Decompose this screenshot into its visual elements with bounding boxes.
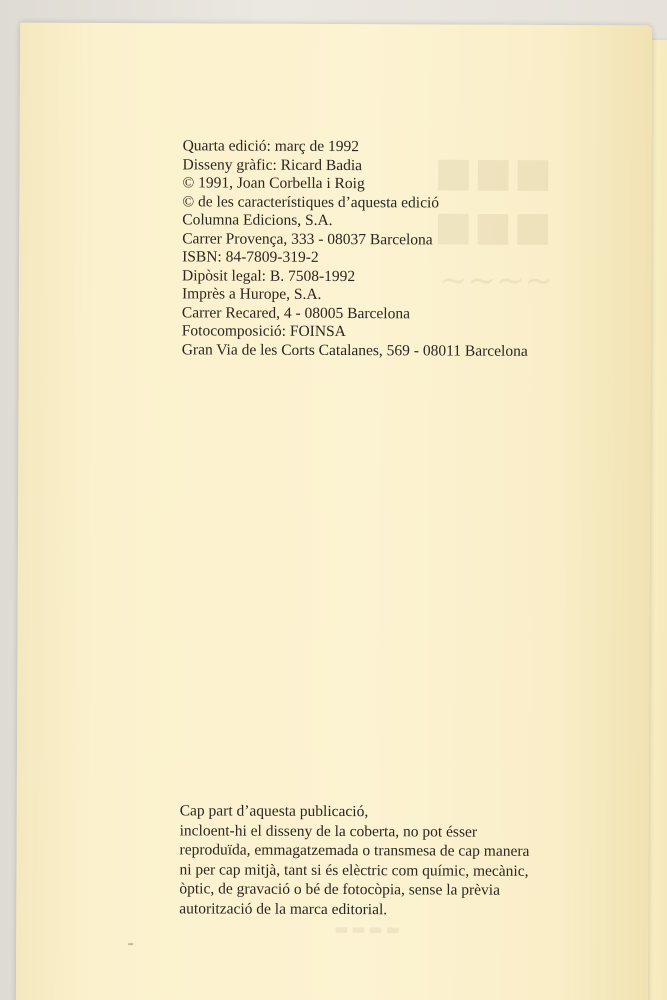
imprint-typesetting: Fotocomposició: FOINSA [181, 322, 346, 341]
notice-line: incloent-hi el disseny de la coberta, no pot ésser [179, 821, 478, 841]
notice-line: autorització de la marca editorial. [179, 899, 388, 918]
rights-notice [179, 801, 529, 920]
notice-line: reproduïda, emmagatzemada o transmesa de cap manera [179, 841, 530, 860]
imprint-printer-address: Carrer Recared, 4 - 08005 Barcelona [181, 303, 411, 322]
book-page [16, 23, 652, 1000]
imprint-printer: Imprès a Hurope, S.A. [181, 285, 322, 303]
imprint-isbn: ISBN: 84-7809-319-2 [182, 248, 319, 266]
bleed-through-shape: ■■■ [434, 202, 554, 250]
imprint-copyright-edition: © de les característiques d’aquesta edició [182, 192, 440, 211]
bleed-through-shape: ■■■ [434, 148, 555, 196]
imprint-edition: Quarta edició: març de 1992 [182, 137, 360, 156]
imprint-publisher: Columna Edicions, S.A. [182, 211, 333, 229]
page-mark [128, 943, 133, 945]
imprint-copyright-author: © 1991, Joan Corbella i Roig [182, 174, 365, 193]
imprint-legal-deposit: Dipòsit legal: B. 7508-1992 [182, 266, 356, 285]
bleed-through-shape: ~~~~ [438, 260, 554, 301]
imprint-block [182, 137, 529, 361]
notice-line: Cap part d’aquesta publicació, [179, 802, 369, 821]
imprint-design: Disseny gràfic: Ricard Badia [182, 155, 363, 174]
imprint-publisher-address: Carrer Provença, 333 - 08037 Barcelona [182, 229, 433, 248]
notice-line: ni per cap mitjà, tant si és elèctric com químic, mecànic, [179, 860, 529, 880]
notice-line: òptic, de gravació o bé de fotocòpia, sense la prèvia [179, 880, 501, 899]
imprint-typesetting-address: Gran Via de les Corts Catalanes, 569 - 08011 Barcelona [181, 340, 528, 360]
bleed-through-shape: ▬▬▬▬ [334, 920, 403, 939]
